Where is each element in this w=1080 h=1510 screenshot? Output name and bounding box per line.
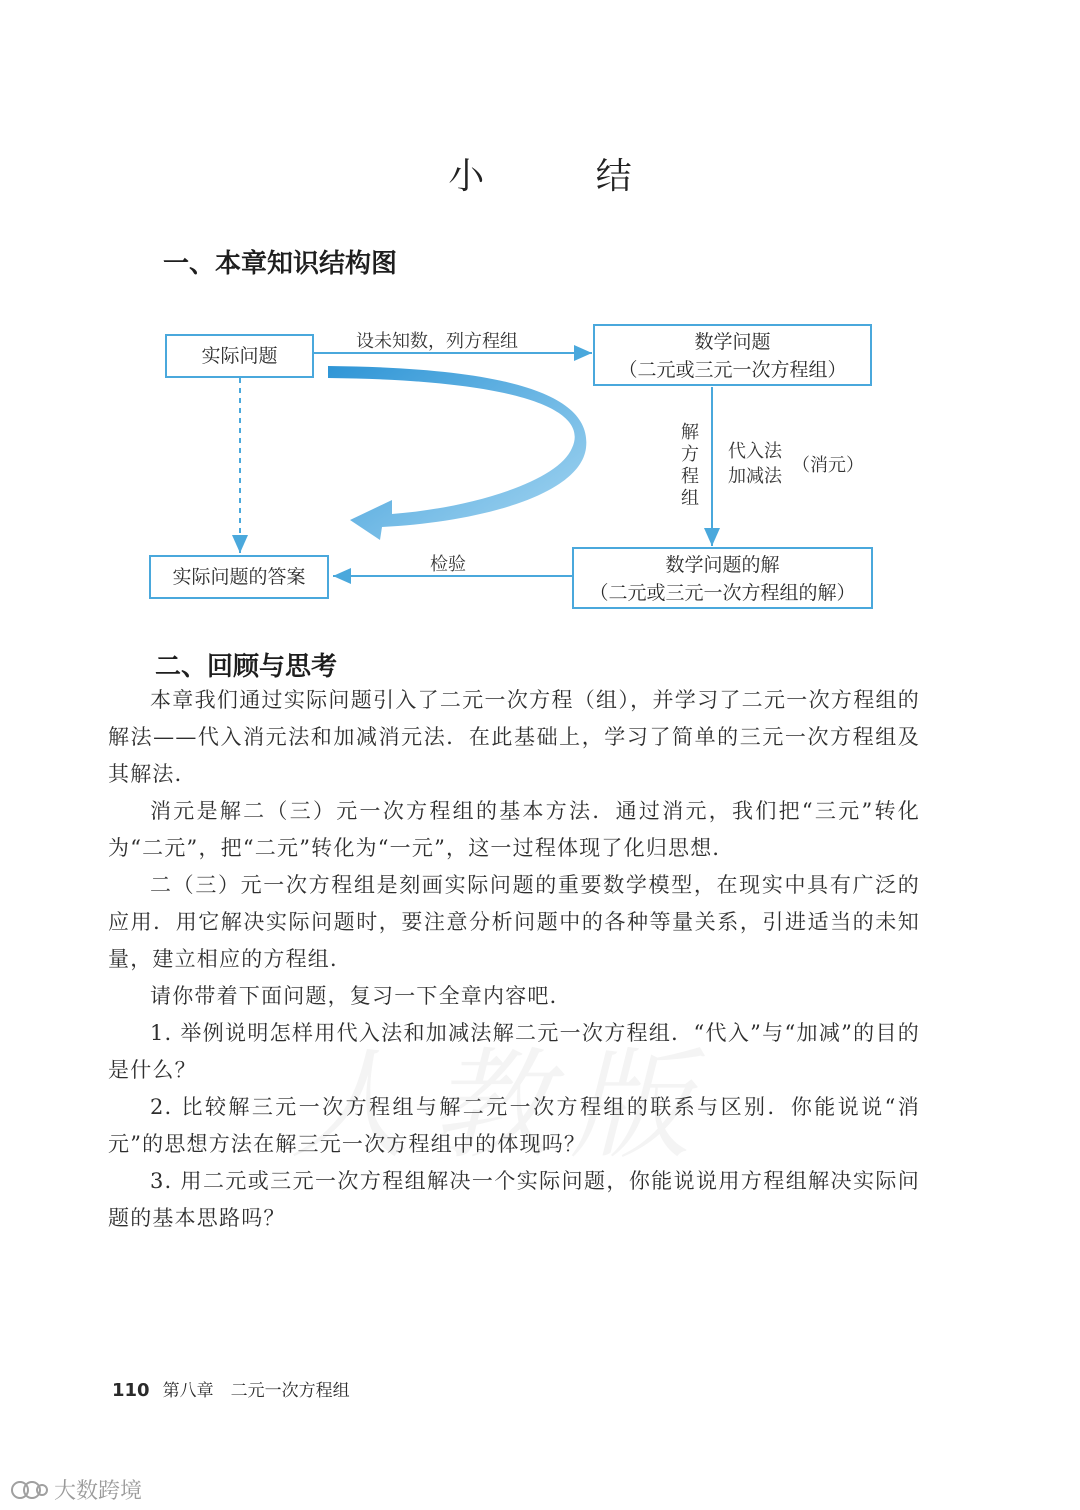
review-paragraph: 请你带着下面问题，复习一下全章内容吧． [150, 984, 572, 1008]
label-elimination: （消元） [792, 455, 864, 476]
chapter-title: 第八章 二元一次方程组 [162, 1381, 350, 1401]
section-heading-structure: 一、本章知识结构图 [163, 249, 398, 279]
review-body [108, 682, 920, 1237]
label-formulate: 设未知数，列方程组 [356, 331, 518, 352]
box-math-problem [593, 324, 872, 386]
label-solve-char: 程 [681, 466, 699, 487]
page-number: 110 [112, 1380, 150, 1401]
review-question: 3. 用二元或三元一次方程组解决一个实际问题，你能说说用方程组解决实际问题的基本思路吗？ [108, 1169, 920, 1230]
box-math-problem-line2: （二元或三元一次方程组） [618, 359, 847, 381]
large-curved-arrow [328, 366, 586, 540]
box-math-solution-line1: 数学问题的解 [665, 554, 780, 576]
box-math-problem-line1: 数学问题 [694, 331, 771, 353]
label-solve-char: 解 [681, 422, 699, 443]
page-footer [112, 1376, 350, 1401]
label-addition-method: 加减法 [728, 466, 782, 487]
label-verify: 检验 [430, 554, 466, 575]
logo-text: 大数跨境 [54, 1479, 143, 1504]
review-paragraph: 本章我们通过实际问题引入了二元一次方程（组），并学习了二元一次方程组的解法——代入消元法和加减消元法．在此基础上，学习了简单的三元一次方程组及其解法． [108, 688, 920, 786]
box-real-answer-label: 实际问题的答案 [172, 566, 306, 588]
box-math-solution [572, 547, 873, 609]
label-substitution-method: 代入法 [728, 441, 782, 462]
knowledge-structure-diagram [0, 0, 1080, 620]
logo-mark-icon [10, 1478, 50, 1502]
box-real-problem [165, 334, 314, 378]
diagram-connectors [0, 0, 1080, 620]
review-paragraph: 消元是解二（三）元一次方程组的基本方法．通过消元，我们把“三元”转化为“二元”，把“二元”转化为“一元”，这一过程体现了化归思想． [108, 799, 920, 860]
box-math-solution-line2: （二元或三元一次方程组的解） [589, 582, 856, 604]
page-title: 小 结 [448, 156, 682, 197]
review-question: 2. 比较解三元一次方程组与解二元一次方程组的联系与区别．你能说说“消元”的思想方法在解三元一次方程组中的体现吗？ [108, 1095, 920, 1156]
label-solve-char: 组 [681, 488, 699, 509]
label-solve-char: 方 [681, 444, 699, 465]
box-real-answer [149, 555, 329, 599]
review-paragraph: 二（三）元一次方程组是刻画实际问题的重要数学模型，在现实中具有广泛的应用．用它解决实际问题时，要注意分析问题中的各种等量关系，引进适当的未知量，建立相应的方程组． [108, 873, 920, 971]
label-solve-system [679, 422, 701, 510]
review-question: 1. 举例说明怎样用代入法和加减法解二元一次方程组．“代入”与“加减”的目的是什么？ [108, 1021, 920, 1082]
section-heading-review: 二、回顾与思考 [155, 652, 338, 682]
box-real-problem-label: 实际问题 [201, 345, 278, 367]
corner-logo [10, 1474, 142, 1505]
